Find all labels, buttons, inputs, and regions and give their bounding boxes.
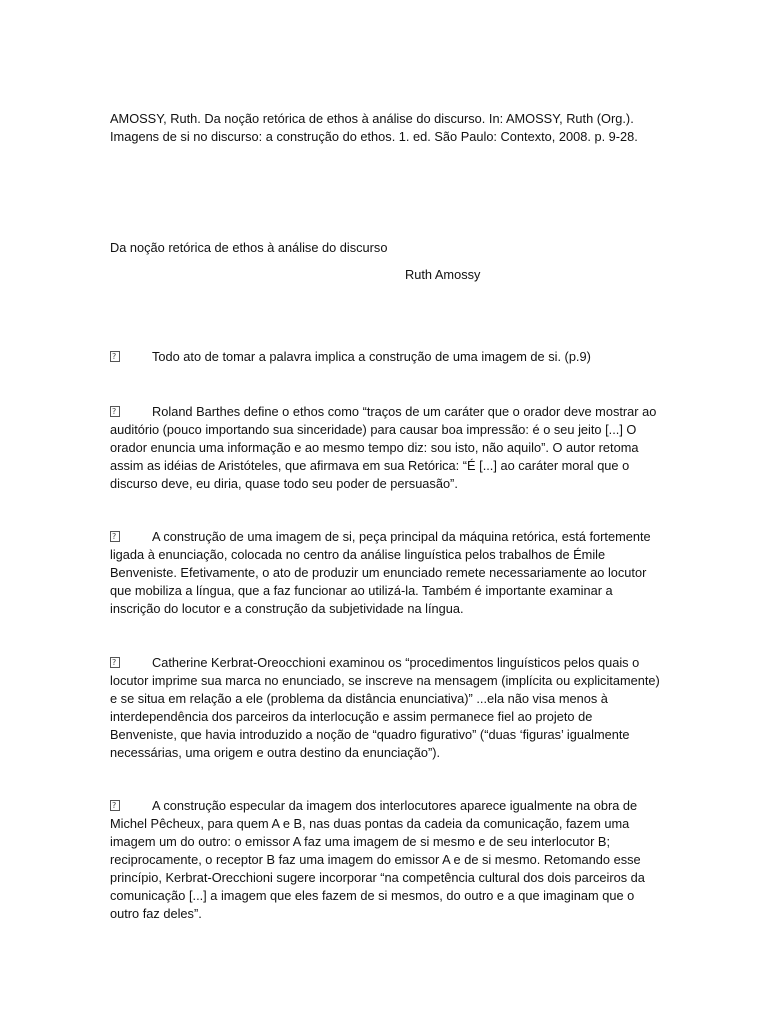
document-title: Da noção retórica de ethos à análise do discurso [110, 240, 388, 255]
paragraph-text: Todo ato de tomar a palavra implica a construção de uma imagem de si. (p.9) [152, 349, 591, 364]
missing-glyph-icon [110, 531, 120, 542]
paragraph-2 [110, 403, 662, 493]
paragraph-1 [110, 348, 662, 366]
missing-glyph-icon [110, 351, 120, 362]
missing-glyph-icon [110, 800, 120, 811]
paragraph-3 [110, 528, 662, 618]
bibliographic-citation: AMOSSY, Ruth. Da noção retórica de ethos à análise do discurso. In: AMOSSY, Ruth (Org.). Imagens de si no discurso: a construção do ethos. 1. ed. São Paulo: Contexto, 2008. p. 9-28. [110, 111, 638, 144]
paragraph-text: A construção especular da imagem dos interlocutores aparece igualmente na obra de Michel Pêcheux, para quem A e B, nas duas pontas da cadeia da comunicação, fazem uma imagem um do outro: o emissor A faz uma imagem de si mesmo e de seu interlocutor B; reciprocamente, o receptor B faz uma imagem do emissor A e de si mesmo. Retomando esse princípio, Kerbrat-Orecchioni sugere incorporar “na competência cultural dos dois parceiros da comunicação [...] a imagem que eles fazem de si mesmos, do outro e a que imaginam que o outro faz deles”. [110, 798, 645, 921]
paragraph-text: Catherine Kerbrat-Oreocchioni examinou os “procedimentos linguísticos pelos quais o locutor imprime sua marca no enunciado, se inscreve na mensagem (implícita ou explicitamente) e se situa em relação a ele (problema da distância enunciativa)” ...ela não visa menos à interdependência dos parceiros da interlocução e assim permanece fiel ao projeto de Benveniste, que havia introduzido a noção de “quadro figurativo” (“duas ‘figuras’ igualmente necessárias, uma origem e outra destino da enunciação”). [110, 655, 660, 760]
missing-glyph-icon [110, 406, 120, 417]
paragraph-text: Roland Barthes define o ethos como “traços de um caráter que o orador deve mostrar ao auditório (pouco importando sua sinceridade) para causar boa impressão: é o seu jeito [...] O orador enuncia uma informação e ao mesmo tempo diz: sou isto, não aquilo”. O autor retoma assim as idéias de Aristóteles, que afirmava em sua Retórica: “É [...] ao caráter moral que o discurso deve, eu diria, quase todo seu poder de persuasão”. [110, 404, 657, 491]
paragraph-text: A construção de uma imagem de si, peça principal da máquina retórica, está fortemente ligada à enunciação, colocada no centro da análise linguística pelos trabalhos de Émile Benveniste. Efetivamente, o ato de produzir um enunciado remete necessariamente ao locutor que mobiliza a língua, que a faz funcionar ao utilizá-la. Também é importante examinar a inscrição do locutor e a construção da subjetividade na língua. [110, 529, 651, 616]
missing-glyph-icon [110, 657, 120, 668]
author-name: Ruth Amossy [405, 267, 481, 282]
paragraph-5 [110, 797, 662, 923]
paragraph-4 [110, 654, 662, 762]
